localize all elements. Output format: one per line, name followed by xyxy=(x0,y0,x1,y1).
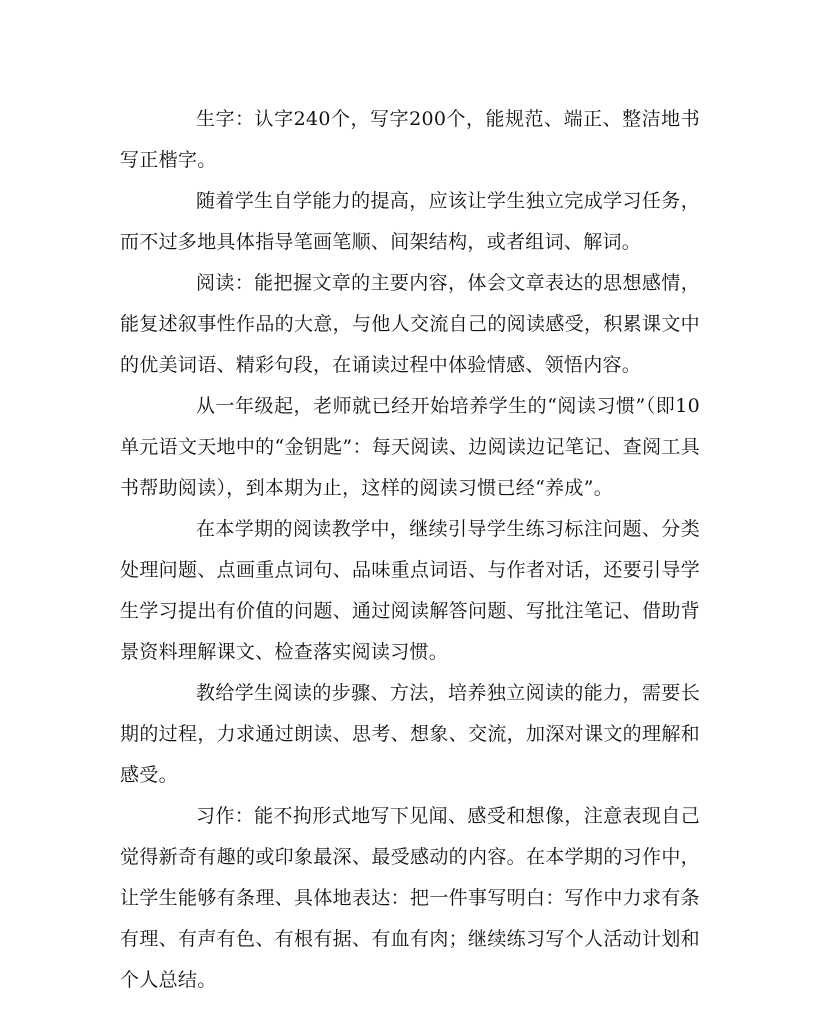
paragraph-reading-habits: 从一年级起，老师就已经开始培养学生的“阅读习惯”（即10单元语文天地中的“金钥匙”：每天阅读、边阅读边记笔记、查阅工具书帮助阅读），到本期为止，这样的阅读习惯已经“养成”。 xyxy=(120,395,700,499)
paragraph-reading-goals: 阅读：能把握文章的主要内容，体会文章表达的思想感情，能复述叙事性作品的大意，与他人交流自己的阅读感受，积累课文中的优美词语、精彩句段，在诵读过程中体验情感、领悟内容。 xyxy=(120,272,700,376)
document-body xyxy=(120,99,700,1001)
paragraph-self-study: 随着学生自学能力的提高，应该让学生独立完成学习任务，而不过多地具体指导笔画笔顺、间架结构，或者组词、解词。 xyxy=(120,190,700,253)
paragraph-reading-methods: 教给学生阅读的步骤、方法，培养独立阅读的能力，需要长期的过程，力求通过朗读、思考、想象、交流，加深对课文的理解和感受。 xyxy=(120,682,700,786)
paragraph-reading-teaching: 在本学期的阅读教学中，继续引导学生练习标注问题、分类处理问题、点画重点词句、品味重点词语、与作者对话，还要引导学生学习提出有价值的问题、通过阅读解答问题、写批注笔记、借助背景资料理解课文、检查落实阅读习惯。 xyxy=(120,518,700,663)
paragraph-characters: 生字：认字240个，写字200个，能规范、端正、整洁地书写正楷字。 xyxy=(120,108,700,171)
paragraph-writing: 习作：能不拘形式地写下见闻、感受和想像，注意表现自己觉得新奇有趣的或印象最深、最受感动的内容。在本学期的习作中，让学生能够有条理、具体地表达：把一件事写明白：写作中力求有条有理、有声有色、有根有据、有血有肉；继续练习写个人活动计划和个人总结。 xyxy=(120,805,700,991)
